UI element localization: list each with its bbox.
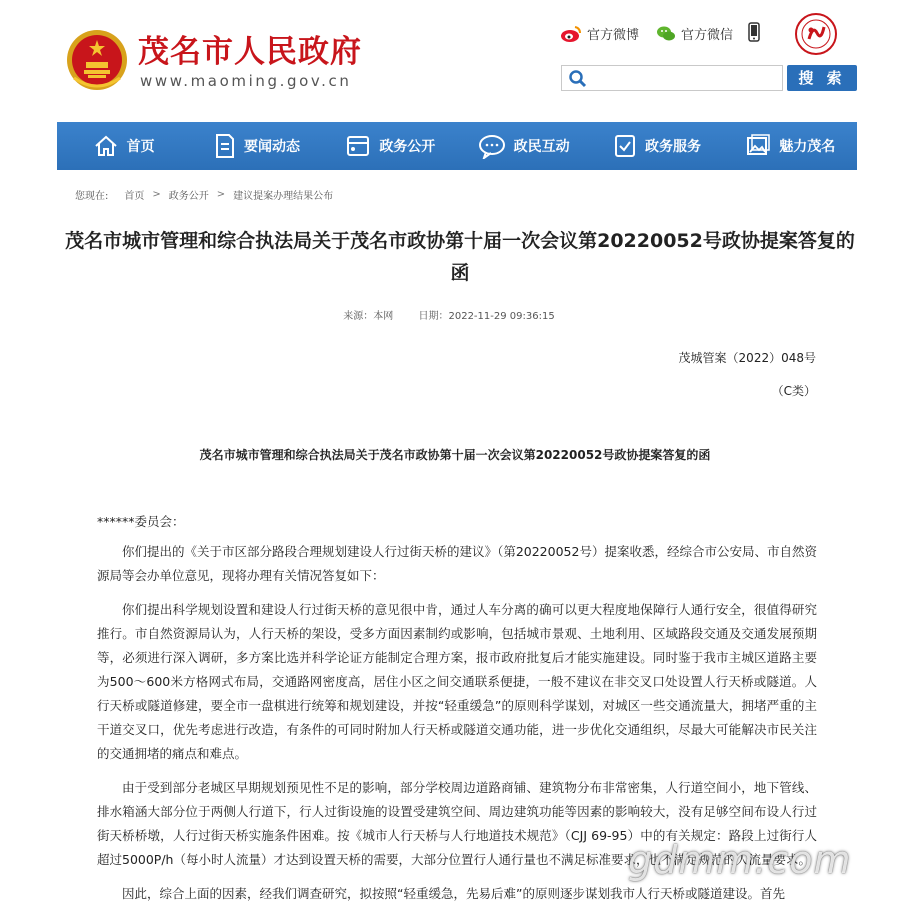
national-emblem-icon[interactable] <box>66 28 128 92</box>
salutation: ******委员会： <box>97 514 185 529</box>
search-input[interactable] <box>590 68 778 88</box>
breadcrumb-separator: > <box>216 189 226 200</box>
news-icon <box>214 133 236 159</box>
breadcrumb-prefix: 您现在: <box>75 191 109 202</box>
breadcrumb-separator: > <box>152 189 161 200</box>
nav-service-label: 政务服务 <box>644 139 701 155</box>
article-date: 日期：2022-11-29 09:36:15 <box>418 311 555 322</box>
weibo-icon <box>560 25 582 43</box>
wechat-icon <box>656 25 676 43</box>
nav-home-label: 首页 <box>126 139 155 155</box>
mobile-phone-icon[interactable] <box>748 22 760 42</box>
chat-icon <box>478 133 506 159</box>
site-domain: www.maoming.gov.cn <box>140 72 352 90</box>
document-class: （C类） <box>771 384 816 398</box>
article-meta <box>0 307 898 322</box>
city-badge-logo[interactable] <box>795 13 837 55</box>
open-gov-icon <box>345 134 371 158</box>
body-heading: 茂名市城市管理和综合执法局关于茂名市政协第十届一次会议第20220052号政协提案答复的函 <box>199 448 711 462</box>
article-source: 来源：本网 <box>343 311 394 322</box>
service-icon <box>613 133 637 159</box>
nav-open-gov[interactable] <box>324 122 457 170</box>
site-header <box>0 0 898 122</box>
paragraph: 你们提出科学规划设置和建设人行过街天桥的意见很中肯，通过人车分离的确可以更大程度地保障行人通行安全，很值得研究推行。市自然资源局认为，人行天桥的架设，受多方面因素制约或影响，包括城市景观、土地利用、区域路段交通及交通发展预期等，必须进行深入调研，多方案比选并科学论证方能制定合理方案，报市政府批复后才能实施建设。同时鉴于我市主城区道路主要为500～600米方格网式布局，交通路网密度高，居住小区之间交通联系便捷，一般不建议在非交叉口处设置人行天桥或隧道。人行天桥或隧道修建，要全市一盘棋进行统筹和规划建设，并按“轻重缓急”的原则科学谋划，对城区一些交通流量大，拥堵严重的主干道交叉口，优先考虑进行改造，有条件的可同时附加人行天桥或隧道交通功能，进一步优化交通组织，尽最大可能解决市民关注的交通拥堵的痛点和难点。 <box>97 602 817 761</box>
article-title: 茂名市城市管理和综合执法局关于茂名市政协第十届一次会议第20220052号政协提案答复的函 <box>65 230 855 284</box>
document-number: 茂城管案（2022）048号 <box>678 351 816 365</box>
nav-news[interactable] <box>190 122 323 170</box>
wechat-link[interactable] <box>656 24 733 43</box>
search-box <box>561 65 783 91</box>
breadcrumb-open-gov[interactable]: 政务公开 <box>168 191 209 202</box>
nav-service[interactable] <box>590 122 723 170</box>
nav-news-label: 要闻动态 <box>243 139 300 155</box>
search-icon[interactable] <box>568 69 588 89</box>
nav-charm-label: 魅力茂名 <box>779 139 836 155</box>
breadcrumb-current[interactable]: 建议提案办理结果公布 <box>233 191 334 202</box>
home-icon <box>93 134 119 158</box>
gallery-icon <box>745 133 771 159</box>
site-title[interactable]: 茂名市人民政府 <box>138 34 362 70</box>
paragraph: 由于受到部分老城区早期规划预见性不足的影响，部分学校周边道路商铺、建筑物分布非常密集，人行道空间小，地下管线、排水箱涵大部分位于两侧人行道下，行人过街设施的设置受建筑空间、周边建筑功能等因素的影响较大，没有足够空间布设人行过街天桥桥墩，人行过街天桥实施条件困难。按《城市人行天桥与人行地道技术规范》（CJJ 69-95）中的有关规定：路段上过街行人超过5000P/h（每小时人流量）才达到设置天桥的需要，大部分位置行人通行量也不满足标准要求，也不满足规范的人流量要求。 <box>97 780 817 867</box>
nav-home[interactable] <box>57 122 190 170</box>
paragraph: 你们提出的《关于市区部分路段合理规划建设人行过街天桥的建议》（第20220052号）提案收悉，经综合市公安局、市自然资源局等会办单位意见，现将办理有关情况答复如下： <box>97 544 817 583</box>
nav-interaction-label: 政民互动 <box>513 139 570 155</box>
paragraph: 因此，综合上面的因素，经我们调查研究，拟按照“轻重缓急，先易后难”的原则逐步谋划我市人行天桥或隧道建设。首先 <box>122 886 785 901</box>
nav-open-gov-label: 政务公开 <box>379 139 436 155</box>
watermark: gdmm.com <box>628 838 852 882</box>
nav-interaction[interactable] <box>457 122 590 170</box>
search-button[interactable]: 搜 索 <box>787 65 857 91</box>
weibo-label: 官方微博 <box>587 28 640 43</box>
main-nav <box>57 122 857 170</box>
breadcrumb-home[interactable]: 首页 <box>124 191 145 202</box>
wechat-label: 官方微信 <box>681 28 734 43</box>
weibo-link[interactable] <box>560 24 639 43</box>
breadcrumb <box>75 187 333 202</box>
nav-charm[interactable] <box>724 122 857 170</box>
